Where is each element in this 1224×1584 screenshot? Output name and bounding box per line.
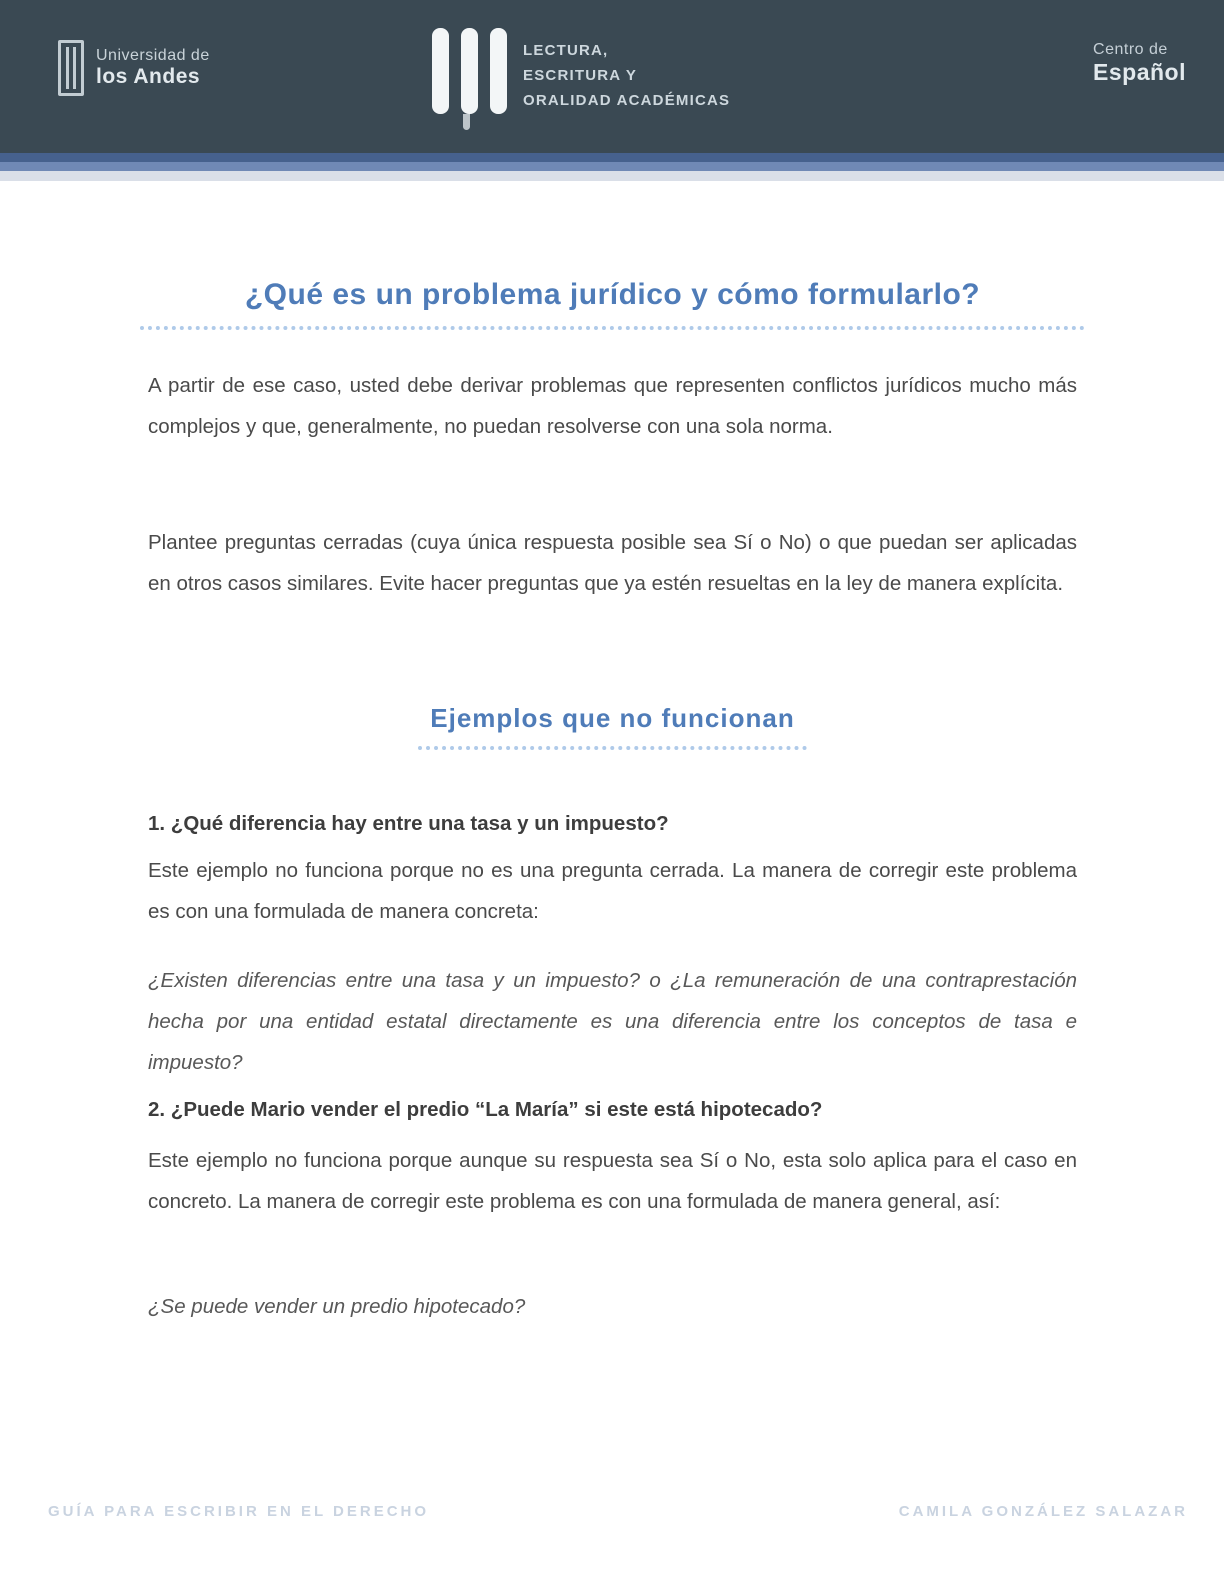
example-1-explanation: Este ejemplo no funciona porque no es una pregunta cerrada. La manera de corregir este problema es con una formulada de manera concreta: [148,859,1077,923]
header-stripe-light [0,171,1224,181]
example-2-explanation: Este ejemplo no funciona porque aunque su respuesta sea Sí o No, esta solo aplica para el caso en concreto. La manera de corregir este problema es con una formulada de manera general, así: [148,1149,1077,1213]
footer-author-name: CAMILA GONZÁLEZ SALAZAR [898,1503,1188,1520]
page-header [0,0,1224,153]
leo-logo-line2: ESCRITURA Y [523,67,638,84]
section-heading: Ejemplos que no funcionan [418,703,806,750]
uniandes-logo-line2: los Andes [96,65,201,89]
example-1-reformulation: ¿Existen diferencias entre una tasa y un impuesto? o ¿La remuneración de una contraprestación hecha por una entidad estatal directamente es una diferencia entre los conceptos de tasa e impuesto? [148,969,1077,1074]
footer-guide-title: GUÍA PARA ESCRIBIR EN EL DERECHO [48,1503,430,1520]
centro-logo-line1: Centro de [1093,41,1168,58]
example-2-reformulation: ¿Se puede vender un predio hipotecado? [148,1295,526,1318]
header-stripe-dark [0,153,1224,162]
intro-paragraph-2: Plantee preguntas cerradas (cuya única respuesta posible sea Sí o No) o que puedan ser aplicadas en otros casos similares. Evite hacer preguntas que ya estén resueltas en la ley de manera explícita. [148,531,1077,595]
intro-paragraph-1: A partir de ese caso, usted debe derivar problemas que representen conflictos jurídicos mucho más complejos y que, generalmente, no puedan resolverse con una sola norma. [148,374,1077,438]
centro-logo-line2: Español [1093,59,1186,86]
leo-logo-text [523,38,730,113]
uniandes-logo-text [96,47,210,90]
page-title: ¿Qué es un problema jurídico y cómo formularlo? [140,278,1085,330]
leo-logo-line1: LECTURA, [523,42,609,59]
example-1-heading: 1. ¿Qué diferencia hay entre una tasa y un impuesto? [148,812,669,835]
leo-bars-icon [432,28,507,114]
section-heading-wrap [148,703,1077,750]
uniandes-logo-line1: Universidad de [96,46,210,64]
uniandes-emblem-icon [58,40,84,96]
uniandes-logo [58,40,210,96]
leo-logo-line3: ORALIDAD ACADÉMICAS [523,92,731,109]
centro-espanol-logo [1093,40,1186,87]
header-stripe-medium [0,162,1224,171]
leo-logo [432,28,730,114]
example-2-heading: 2. ¿Puede Mario vender el predio “La María” si este está hipotecado? [148,1098,823,1121]
